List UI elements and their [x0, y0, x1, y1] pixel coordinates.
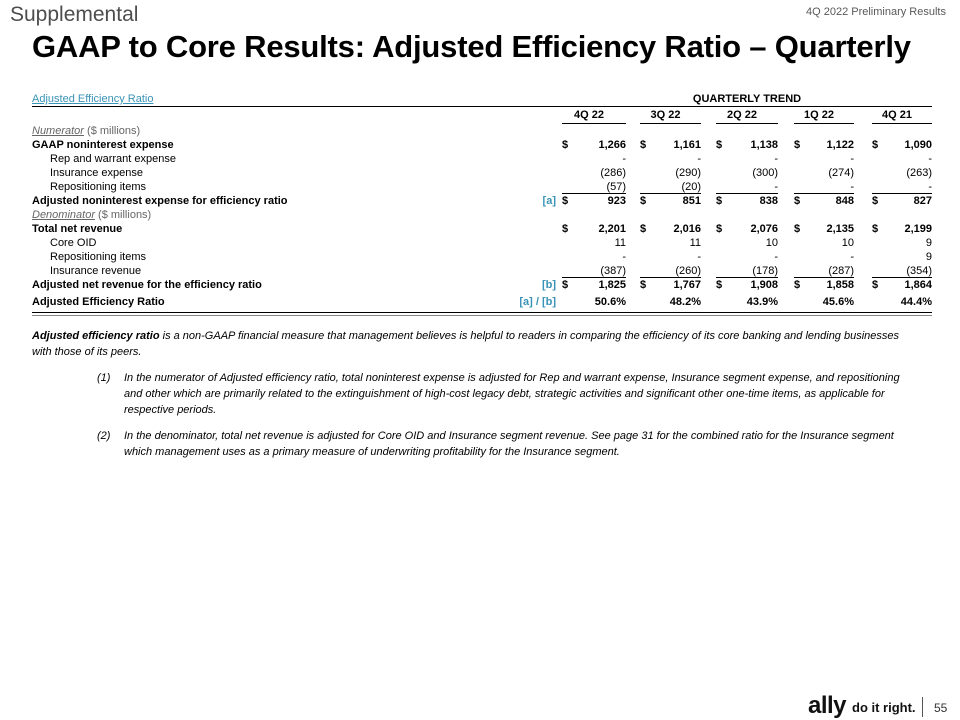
- cell-value: 2,135: [826, 223, 854, 235]
- cell-value: -: [928, 153, 932, 165]
- cell-value: 1,767: [673, 279, 701, 291]
- currency-symbol: $: [872, 195, 879, 207]
- currency-symbol: $: [794, 223, 801, 235]
- quarter-header: 2Q 22: [727, 109, 757, 121]
- cell-value: -: [850, 181, 854, 193]
- cell-value: (20): [681, 181, 701, 193]
- cell-value: 1,858: [826, 279, 854, 291]
- cell-value: 45.6%: [822, 296, 854, 308]
- row-label: Repositioning items: [50, 251, 146, 263]
- cell-value: 1,138: [750, 139, 778, 151]
- currency-symbol: $: [794, 139, 801, 151]
- table-header: [32, 92, 932, 106]
- footnote-number: (1): [97, 372, 111, 384]
- cell-value: (263): [906, 167, 932, 179]
- cell-value: -: [697, 251, 701, 263]
- quarter-header: 4Q 21: [882, 109, 912, 121]
- table-bottom-rule-secondary: [32, 315, 932, 316]
- row-reference: [b]: [541, 279, 556, 291]
- intro-note: [32, 328, 917, 360]
- row-label: Adjusted Efficiency Ratio: [32, 296, 165, 308]
- row-label: Insurance revenue: [50, 265, 142, 277]
- table-row: [32, 152, 932, 166]
- footnote-1: [32, 370, 917, 418]
- currency-symbol: $: [640, 139, 647, 151]
- currency-symbol: $: [716, 279, 723, 291]
- row-reference: [a]: [542, 195, 556, 207]
- cell-value: 11: [689, 237, 701, 249]
- cell-value: -: [697, 153, 701, 165]
- cell-value: -: [850, 153, 854, 165]
- denominator-section-label: [32, 208, 151, 222]
- currency-symbol: $: [716, 223, 723, 235]
- cell-value: 1,122: [826, 139, 854, 151]
- cell-value: -: [928, 181, 932, 193]
- table-row: [32, 295, 932, 310]
- row-label: Core OID: [50, 237, 97, 249]
- cell-value: 44.4%: [900, 296, 932, 308]
- currency-symbol: $: [640, 223, 647, 235]
- cell-value: 827: [913, 195, 932, 207]
- currency-symbol: $: [716, 139, 723, 151]
- cell-value: 2,201: [598, 223, 626, 235]
- currency-symbol: $: [562, 195, 569, 207]
- section-label: Supplemental: [10, 3, 139, 26]
- row-reference: [a] / [b]: [519, 296, 556, 308]
- table-row: [32, 194, 932, 208]
- cell-value: 1,266: [598, 139, 626, 151]
- row-label: Insurance expense: [50, 167, 143, 179]
- cell-value: -: [622, 153, 626, 165]
- ally-logo: ally: [808, 692, 847, 719]
- quarter-header: 3Q 22: [650, 109, 681, 121]
- cell-value: (286): [600, 167, 626, 179]
- cell-value: -: [774, 181, 778, 193]
- efficiency-ratio-table: [32, 92, 932, 316]
- cell-value: 1,864: [904, 279, 932, 291]
- cell-value: (57): [606, 181, 626, 193]
- cell-value: 2,076: [750, 223, 778, 235]
- currency-symbol: $: [872, 223, 879, 235]
- denominator-section: [32, 208, 932, 222]
- cell-value: 1,908: [750, 279, 778, 291]
- intro-note-term: Adjusted efficiency ratio: [32, 330, 160, 342]
- numerator-section-label: [32, 124, 140, 138]
- row-label: Adjusted noninterest expense for efficiency ratio: [32, 195, 288, 207]
- footnotes: [32, 328, 917, 470]
- quarter-header: 1Q 22: [804, 109, 834, 121]
- currency-symbol: $: [716, 195, 723, 207]
- cell-value: 1,161: [673, 139, 701, 151]
- cell-value: 838: [759, 195, 778, 207]
- cell-value: -: [850, 251, 854, 263]
- table-row: [32, 180, 932, 194]
- table-row: [32, 278, 932, 292]
- currency-symbol: $: [872, 139, 879, 151]
- footnote-number: (2): [97, 430, 111, 442]
- table-bottom-rule: [32, 312, 932, 313]
- currency-symbol: $: [872, 279, 879, 291]
- currency-symbol: $: [562, 139, 569, 151]
- table-row: [32, 222, 932, 236]
- table-row: [32, 250, 932, 264]
- row-label: Rep and warrant expense: [50, 153, 176, 165]
- cell-value: (287): [828, 265, 854, 277]
- table-title: Adjusted Efficiency Ratio: [32, 93, 154, 105]
- currency-symbol: $: [794, 279, 801, 291]
- page-number: 55: [934, 701, 948, 715]
- table-row: [32, 236, 932, 250]
- cell-value: 10: [765, 237, 778, 249]
- table-body: [32, 124, 932, 316]
- denominator-section-unit: ($ millions): [98, 209, 152, 221]
- cell-value: 2,199: [904, 223, 932, 235]
- cell-value: 9: [925, 237, 932, 249]
- cell-value: 2,016: [673, 223, 701, 235]
- numerator-section-title: Numerator: [32, 125, 84, 137]
- denominator-section-title: Denominator: [32, 209, 95, 221]
- cell-value: (354): [906, 265, 932, 277]
- cell-value: 923: [607, 195, 626, 207]
- currency-symbol: $: [794, 195, 801, 207]
- footer-divider: [922, 697, 923, 717]
- cell-value: 1,825: [598, 279, 626, 291]
- cell-value: -: [774, 153, 778, 165]
- footnote-2: [32, 428, 917, 460]
- cell-value: 11: [614, 237, 626, 249]
- cell-value: 851: [682, 195, 701, 207]
- table-row: [32, 166, 932, 180]
- currency-symbol: $: [640, 279, 647, 291]
- quarterly-trend-label: QUARTERLY TREND: [692, 93, 802, 105]
- cell-value: 43.9%: [746, 296, 778, 308]
- page-title: GAAP to Core Results: Adjusted Efficiency Ratio – Quarterly: [32, 29, 911, 64]
- row-label: Repositioning items: [50, 181, 146, 193]
- cell-value: 48.2%: [669, 296, 701, 308]
- row-label: GAAP noninterest expense: [32, 139, 174, 151]
- numerator-section-unit: ($ millions): [87, 125, 141, 137]
- row-label: Total net revenue: [32, 223, 123, 235]
- cell-value: 1,090: [904, 139, 932, 151]
- footnote-text: In the denominator, total net revenue is adjusted for Core OID and Insurance segment revenue. See page 31 for the combined ratio for the Insurance segment which management uses as a primary measure of underwriting profitability for the Insurance segment.: [124, 430, 894, 458]
- document-label: 4Q 2022 Preliminary Results: [805, 6, 946, 18]
- cell-value: -: [774, 251, 778, 263]
- footnote-text: In the numerator of Adjusted efficiency ratio, total noninterest expense is adjusted for Rep and warrant expense, Insurance segment expense, and repositioning and other which are primarily related to the extinguishment of high-cost legacy debt, strategic activities and significant other one-time items, as applicable for respective periods.: [124, 372, 900, 416]
- cell-value: (274): [828, 167, 854, 179]
- cell-value: 10: [841, 237, 854, 249]
- cell-value: (387): [600, 265, 626, 277]
- quarter-header: 4Q 22: [574, 109, 604, 121]
- table-row: [32, 264, 932, 278]
- intro-note-text: is a non-GAAP financial measure that management believes is helpful to readers in comparing the efficiency of its core banking and lending businesses with those of its peers.: [32, 330, 900, 358]
- currency-symbol: $: [562, 279, 569, 291]
- cell-value: 9: [925, 251, 932, 263]
- cell-value: (178): [752, 265, 778, 277]
- cell-value: 848: [835, 195, 854, 207]
- cell-value: (260): [675, 265, 701, 277]
- cell-value: (290): [675, 167, 701, 179]
- table-row: [32, 138, 932, 152]
- cell-value: (300): [752, 167, 778, 179]
- cell-value: -: [622, 251, 626, 263]
- currency-symbol: $: [562, 223, 569, 235]
- numerator-section: [32, 124, 932, 138]
- row-label: Adjusted net revenue for the efficiency ratio: [32, 279, 262, 291]
- quarter-header-row: [32, 106, 932, 124]
- currency-symbol: $: [640, 195, 647, 207]
- tagline: do it right.: [852, 700, 916, 715]
- cell-value: 50.6%: [594, 296, 626, 308]
